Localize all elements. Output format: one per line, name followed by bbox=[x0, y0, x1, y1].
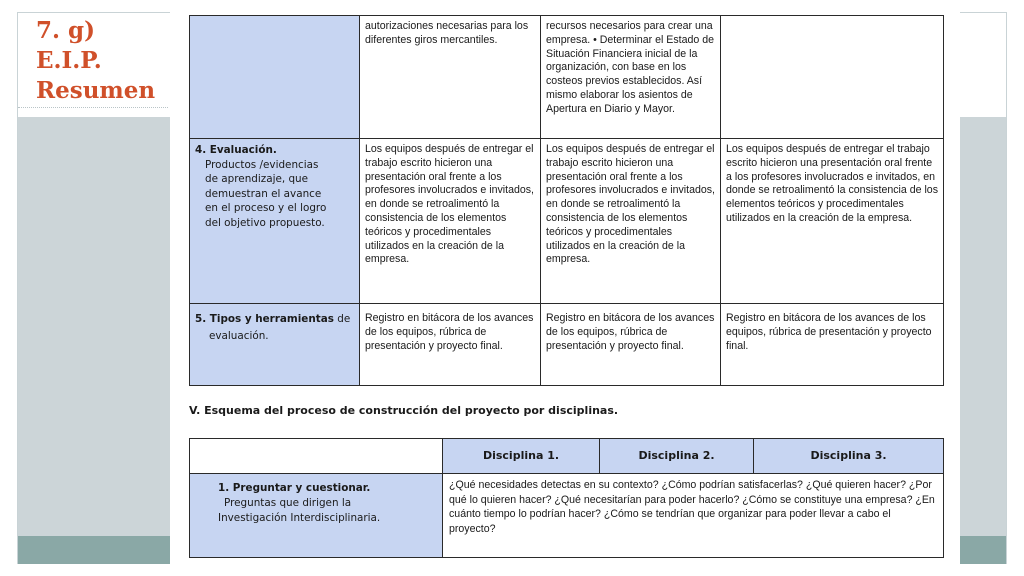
table-row bbox=[190, 474, 944, 558]
table-cell: Registro en bitácora de los avances de los equipos, rúbrica de presentación y proyecto final. bbox=[360, 304, 541, 386]
slide-title-line: E.I.P. bbox=[36, 47, 102, 74]
slide-frame-right bbox=[1006, 12, 1007, 564]
stage-title-line bbox=[195, 312, 354, 327]
document-page bbox=[170, 0, 960, 576]
slide-title-line: Resumen bbox=[36, 77, 156, 104]
slide-title bbox=[36, 16, 176, 106]
column-header: Disciplina 3. bbox=[754, 439, 944, 474]
stage-title: 4. Evaluación. bbox=[195, 144, 277, 156]
project-stages-table bbox=[189, 15, 944, 386]
table-row bbox=[190, 139, 944, 304]
column-header: Disciplina 1. bbox=[443, 439, 600, 474]
stage-label-cell bbox=[190, 474, 443, 558]
table-cell: Registro en bitácora de los avances de los equipos, rúbrica de presentación y proyecto final. bbox=[541, 304, 721, 386]
stage-description-line: de aprendizaje, que bbox=[205, 173, 309, 186]
table-header-empty bbox=[190, 439, 443, 474]
slide-title-line: 7. g) bbox=[36, 17, 95, 44]
stage-description-line: demuestran el avance bbox=[205, 187, 322, 200]
table-row bbox=[190, 304, 944, 386]
section-heading: V. Esquema del proceso de construcción del proyecto por disciplinas. bbox=[189, 404, 619, 417]
questions-cell: ¿Qué necesidades detectas en su contexto? ¿Cómo podrían satisfacerlas? ¿Qué quieren hacer? ¿Por qué lo quieren hacer? ¿Qué necesitarían para poder hacerlo? ¿Cómo se constituye una empresa? ¿En cuánto tiempo lo podrían hacer? ¿Cómo se tendrían que organizar para poder llevar a cabo el proyecto? bbox=[443, 474, 944, 558]
stage-title: 5. Tipos y herramientas bbox=[195, 313, 334, 325]
table-cell: autorizaciones necesarias para los diferentes giros mercantiles. bbox=[360, 16, 541, 139]
table-cell: Los equipos después de entregar el trabajo escrito hicieron una presentación oral frente a los profesores involucrados e invitados, en donde se retroalimentó la consistencia de los elementos teóricos y procedimentales utilizados en la creación de la empresa. bbox=[721, 139, 944, 304]
table-cell bbox=[721, 16, 944, 139]
table-cell: Registro en bitácora de los avances de los equipos, rúbrica de presentación y proyecto final. bbox=[721, 304, 944, 386]
stage-description-line: Productos /evidencias bbox=[205, 158, 319, 171]
title-divider bbox=[18, 107, 168, 108]
stage-label-cell bbox=[190, 304, 360, 386]
stage-description-line: evaluación. bbox=[209, 329, 269, 342]
table-cell: Los equipos después de entregar el trabajo escrito hicieron una presentación oral frente a los profesores involucrados e invitados, en donde se retroalimentó la consistencia de los elementos teóricos y procedimentales utilizados en la creación de la empresa. bbox=[360, 139, 541, 304]
stage-description-line: Preguntas que dirigen la bbox=[224, 497, 352, 509]
stage-description-line: Investigación Interdisciplinaria. bbox=[218, 512, 381, 524]
table-cell: recursos necesarios para crear una empresa. • Determinar el Estado de Situación Financiera inicial de la organización, con base en los costeos previos establecidos. Así mismo elaborar los asientos de Apertura en Diario y Mayor. bbox=[541, 16, 721, 139]
stage-description-line: en el proceso y el logro bbox=[205, 202, 327, 215]
stage-description-line: del objetivo propuesto. bbox=[205, 216, 325, 229]
stage-title-suffix: de bbox=[333, 313, 351, 325]
table-header-row bbox=[190, 439, 944, 474]
column-header: Disciplina 2. bbox=[600, 439, 754, 474]
table-row bbox=[190, 16, 944, 139]
stage-title: 1. Preguntar y cuestionar. bbox=[218, 482, 371, 494]
stage-label-cell bbox=[190, 16, 360, 139]
disciplines-table bbox=[189, 438, 944, 558]
stage-label-cell bbox=[190, 139, 360, 304]
table-cell: Los equipos después de entregar el trabajo escrito hicieron una presentación oral frente a los profesores involucrados e invitados, en donde se retroalimentó la consistencia de los elementos teóricos y procedimentales utilizados en la creación de la empresa. bbox=[541, 139, 721, 304]
